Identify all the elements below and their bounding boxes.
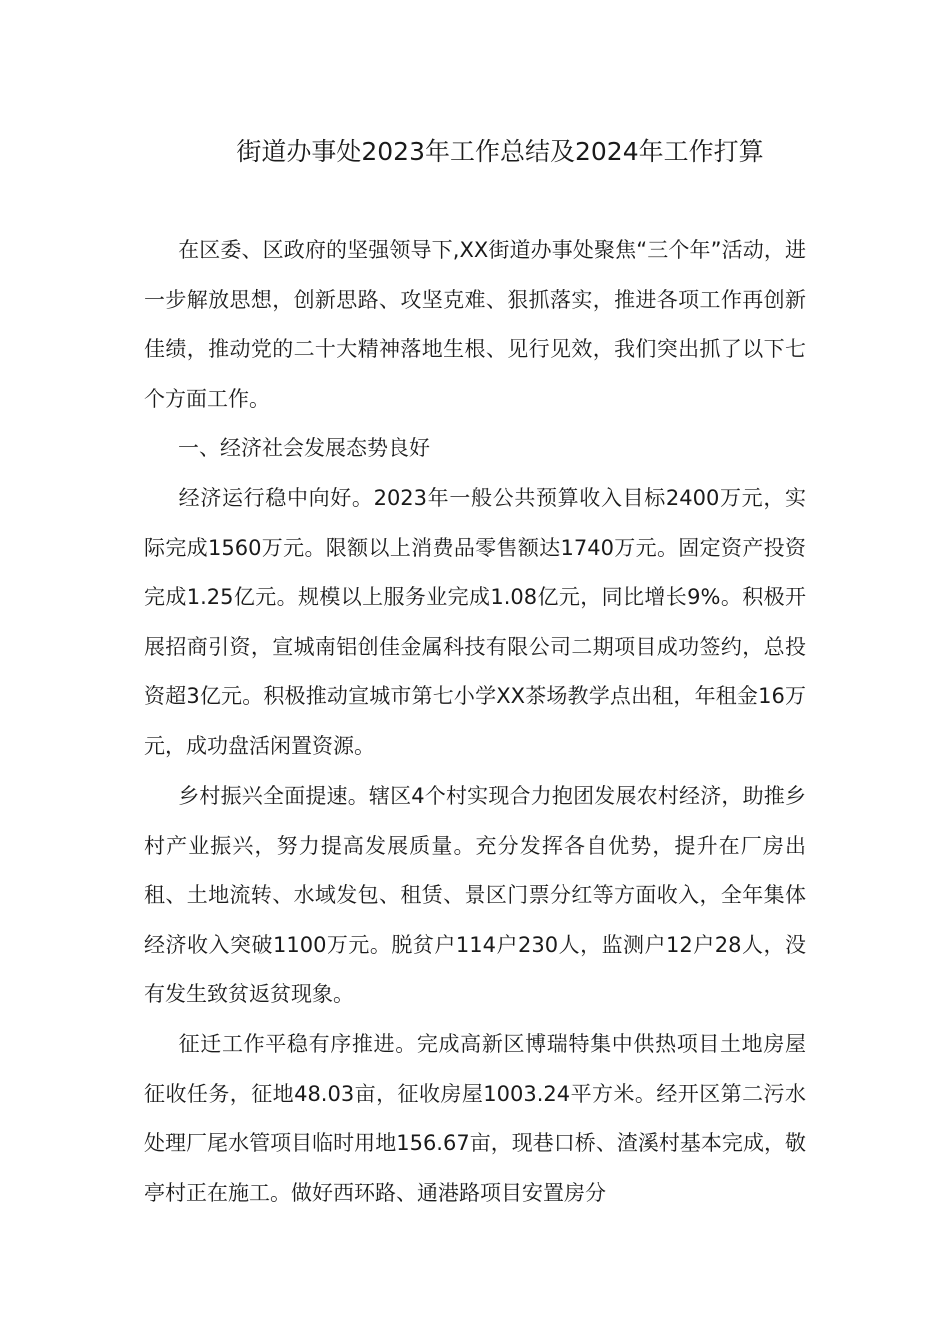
rural-revitalization-paragraph [144,772,806,1020]
intro-paragraph [144,226,806,424]
economy-paragraph-text: 经济运行稳中向好。2023年一般公共预算收入目标2400万元，实际完成1560万元。限额以上消费品零售额达1740万元。固定资产投资完成1.25亿元。规模以上服务业完成1.08亿元，同比增长9%。积极开展招商引资，宣城南铝创佳金属科技有限公司二期项目成功签约，总投资超3亿元。积极推动宣城市第七小学XX茶场教学点出租，年租金16万元，成功盘活闲置资源。 [144,486,806,758]
land-acquisition-paragraph-text: 征迁工作平稳有序推进。完成高新区博瑞特集中供热项目土地房屋征收任务，征地48.03亩，征收房屋1003.24平方米。经开区第二污水处理厂尾水管项目临时用地156.67亩，现巷口桥、渣溪村基本完成，敬亭村正在施工。做好西环路、通港路项目安置房分 [144,1032,806,1205]
section-heading [144,424,806,474]
economy-paragraph [144,474,806,771]
document-title: 街道办事处2023年工作总结及2024年工作打算 [236,137,764,166]
intro-paragraph-text: 在区委、区政府的坚强领导下,XX街道办事处聚焦“三个年”活动，进一步解放思想，创新思路、攻坚克难、狠抓落实，推进各项工作再创新佳绩，推动党的二十大精神落地生根、见行见效，我们突出抓了以下七个方面工作。 [144,238,806,411]
section-heading-text: 一、经济社会发展态势良好 [178,436,430,460]
land-acquisition-paragraph [144,1020,806,1218]
rural-revitalization-paragraph-text: 乡村振兴全面提速。辖区4个村实现合力抱团发展农村经济，助推乡村产业振兴，努力提高发展质量。充分发挥各自优势，提升在厂房出租、土地流转、水域发包、租赁、景区门票分红等方面收入，全年集体经济收入突破1100万元。脱贫户114户230人，监测户12户28人，没有发生致贫返贫现象。 [144,784,806,1006]
